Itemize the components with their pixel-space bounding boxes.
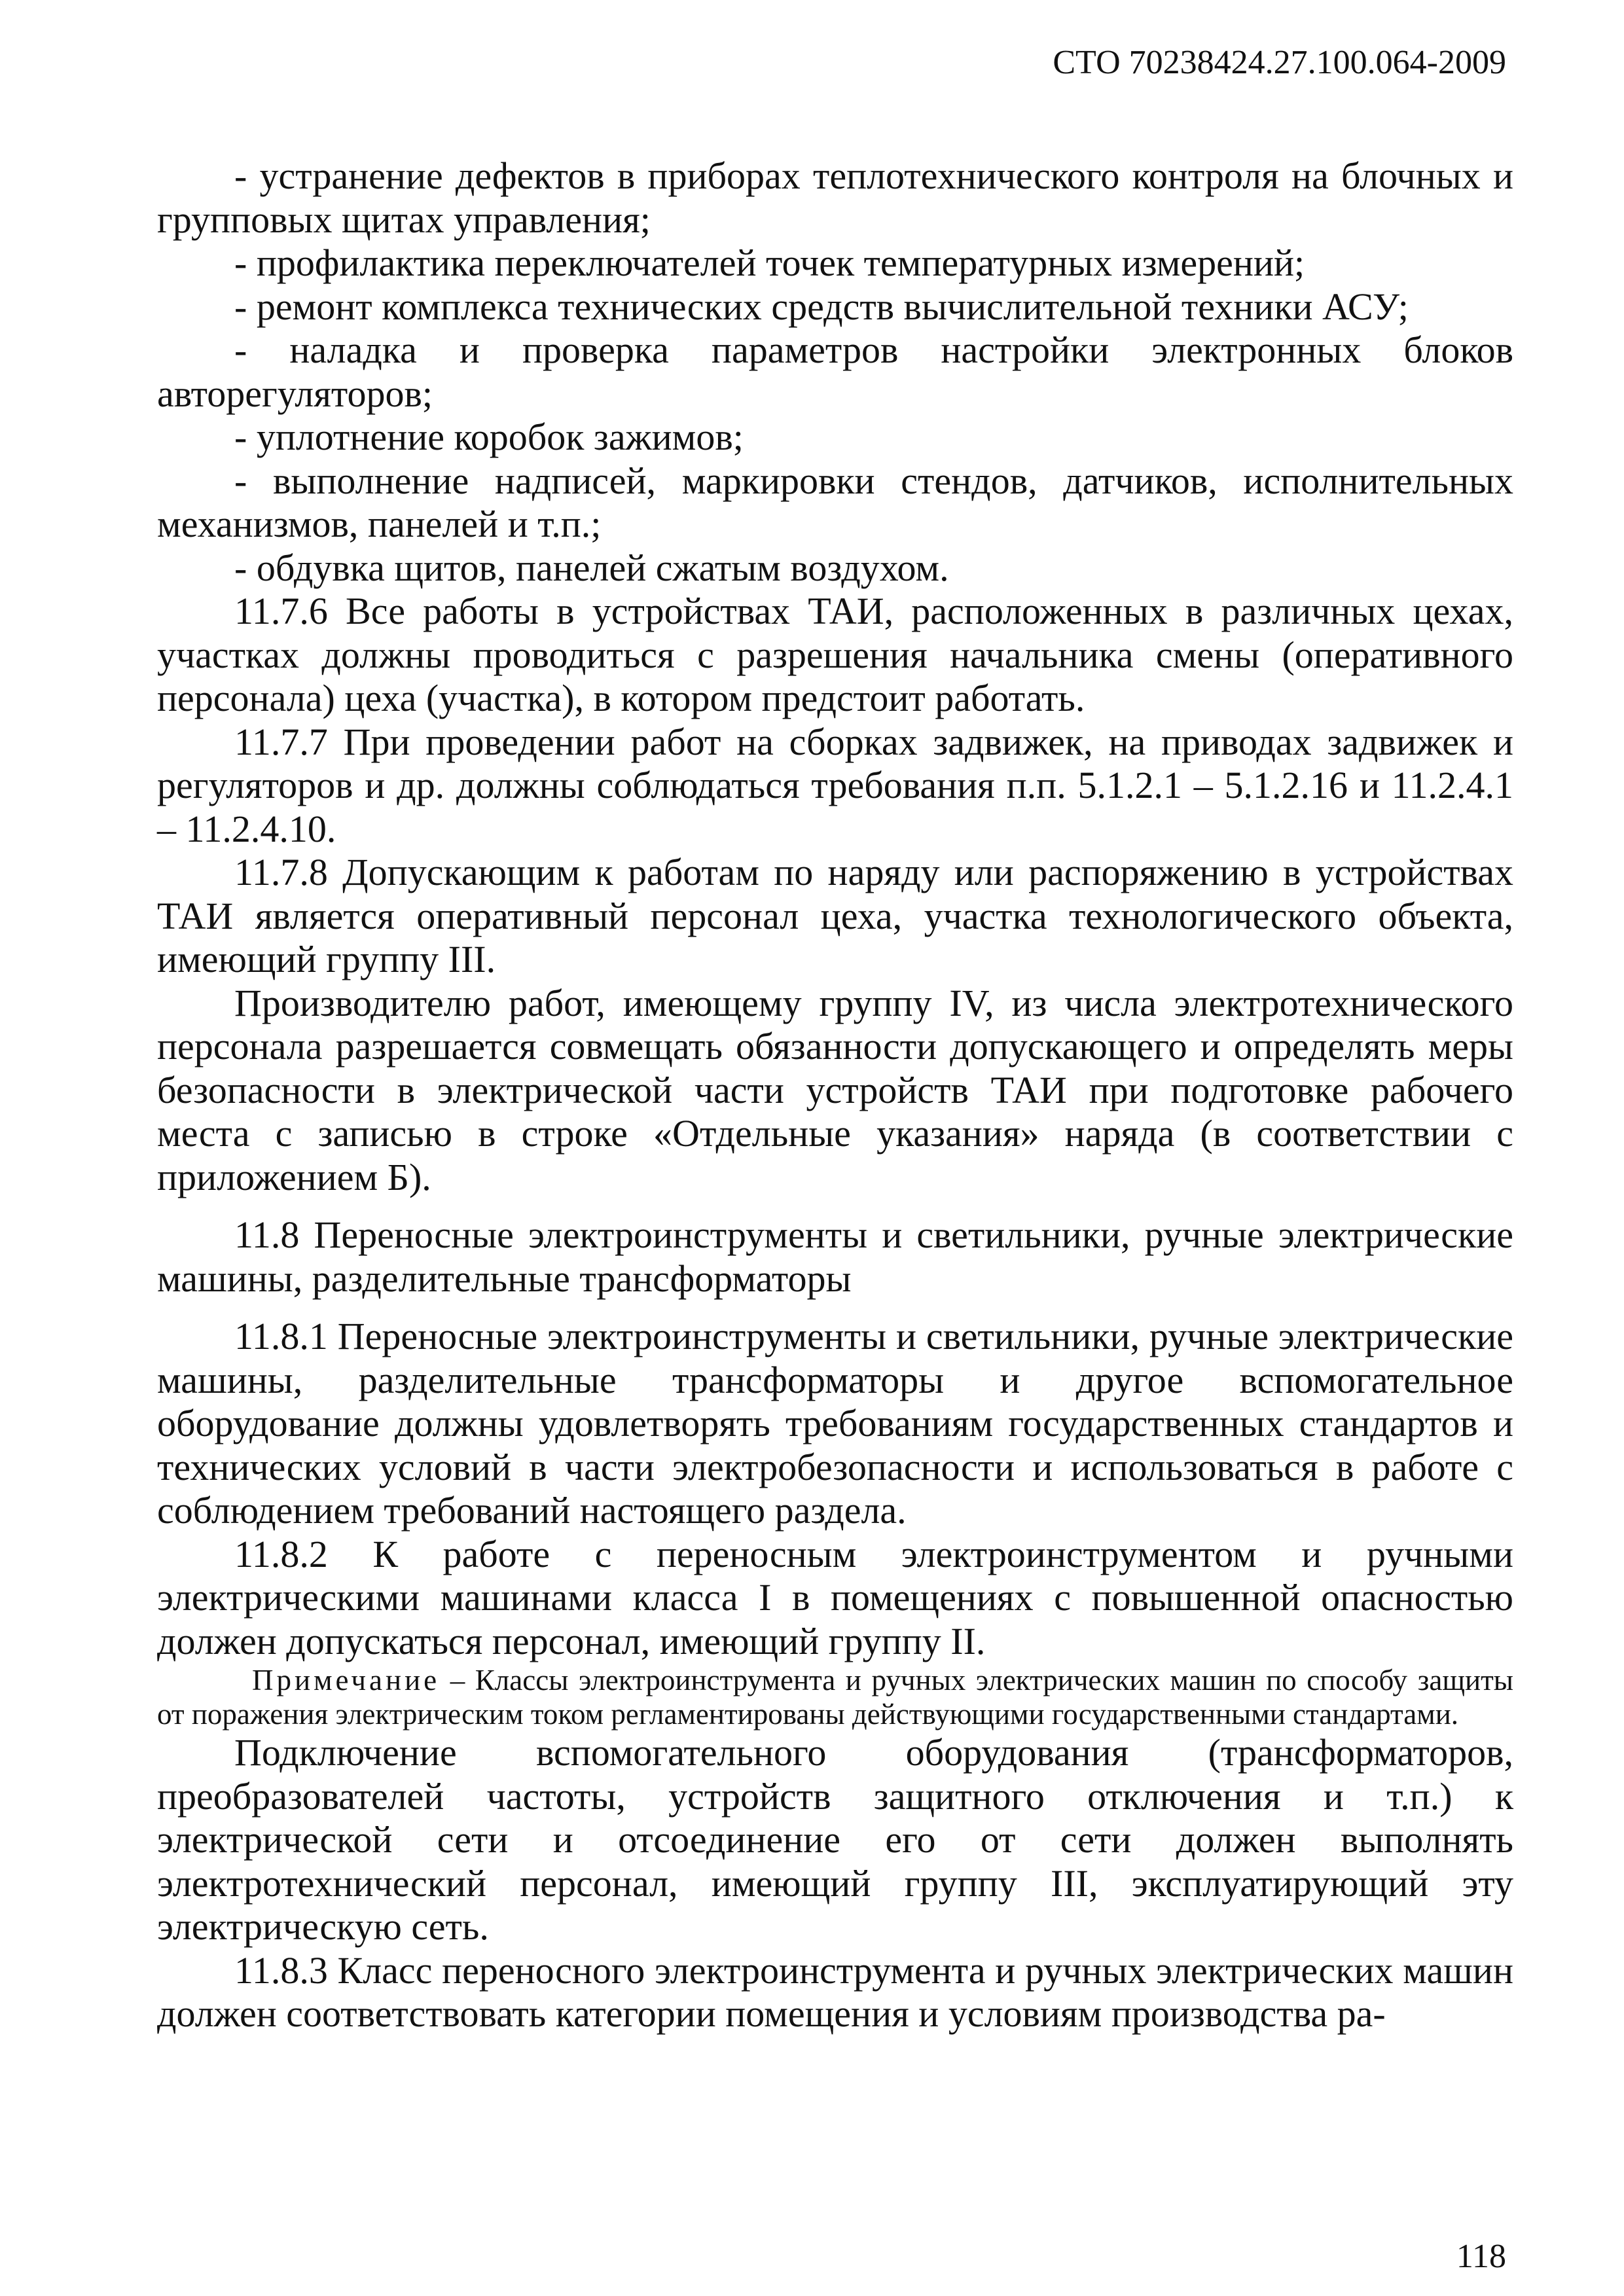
- clause-11-8-3: 11.8.3 Класс переносного электроинструмента и ручных электрических машин должен соответствовать категории помещения и условиям производства ра-: [157, 1948, 1513, 2035]
- clause-11-7-8: 11.7.8 Допускающим к работам по наряду или распоряжению в устройствах ТАИ является оперативный персонал цеха, участка технологического объекта, имеющий группу III.: [157, 851, 1513, 980]
- list-item: - обдувка щитов, панелей сжатым воздухом.: [234, 546, 949, 589]
- list-item: - профилактика переключателей точек температурных измерений;: [234, 242, 1305, 284]
- list-item: - уплотнение коробок зажимов;: [234, 416, 744, 458]
- list-item: - устранение дефектов в приборах теплотехнического контроля на блочных и групповых щитах управления;: [157, 154, 1513, 241]
- list-item: - ремонт комплекса технических средств вычислительной техники АСУ;: [234, 285, 1409, 328]
- paragraph-work-producer: Производителю работ, имеющему группу IV, из числа электротехнического персонала разрешается совмещать обязанности допускающего и определять меры безопасности в электрической части устройств ТАИ при подготовке рабочего места с записью в строке «Отдельные указания» наряда (в соответствии с приложением Б).: [157, 981, 1513, 1198]
- clause-11-7-7: 11.7.7 При проведении работ на сборках задвижек, на приводах задвижек и регуляторов и др. должны соблюдаться требования п.п. 5.1.2.1 – 5.1.2.16 и 11.2.4.1 – 11.2.4.10.: [157, 720, 1513, 850]
- document-body: [157, 154, 1513, 2036]
- note-text: – Классы электроинструмента и ручных электрических машин по способу защиты от поражения электрическим током регламентированы действующими государственными стандартами.: [157, 1664, 1513, 1731]
- page-number: 118: [1456, 2238, 1506, 2275]
- note-label: Примечание: [252, 1664, 441, 1696]
- paragraph-connection: Подключение вспомогательного оборудования (трансформаторов, преобразователей частоты, устройств защитного отключения и т.п.) к электрической сети и отсоединение его от сети должен выполнять электротехнический персонал, имеющий группу III, эксплуатирующий эту электрическую сеть.: [157, 1731, 1513, 1948]
- clause-11-8-2: 11.8.2 К работе с переносным электроинструментом и ручными электрическими машинами класса I в помещениях с повышенной опасностью должен допускаться персонал, имеющий группу II.: [157, 1532, 1513, 1662]
- note: [157, 1663, 1513, 1731]
- list-item: - наладка и проверка параметров настройки электронных блоков авторегуляторов;: [157, 329, 1513, 415]
- document-code-header: СТО 70238424.27.100.064-2009: [1053, 44, 1506, 81]
- clause-11-7-6: 11.7.6 Все работы в устройствах ТАИ, расположенных в различных цехах, участках должны проводиться с разрешения начальника смены (оперативного персонала) цеха (участка), в котором предстоит работать.: [157, 590, 1513, 719]
- section-heading-11-8: 11.8 Переносные электроинструменты и светильники, ручные электрические машины, разделительные трансформаторы: [157, 1213, 1513, 1300]
- list-item: - выполнение надписей, маркировки стендов, датчиков, исполнительных механизмов, панелей и т.п.;: [157, 459, 1513, 545]
- clause-11-8-1: 11.8.1 Переносные электроинструменты и светильники, ручные электрические машины, разделительные трансформаторы и другое вспомогательное оборудование должны удовлетворять требованиям государственных стандартов и технических условий в части электробезопасности и использоваться в работе с соблюдением требований настоящего раздела.: [157, 1315, 1513, 1532]
